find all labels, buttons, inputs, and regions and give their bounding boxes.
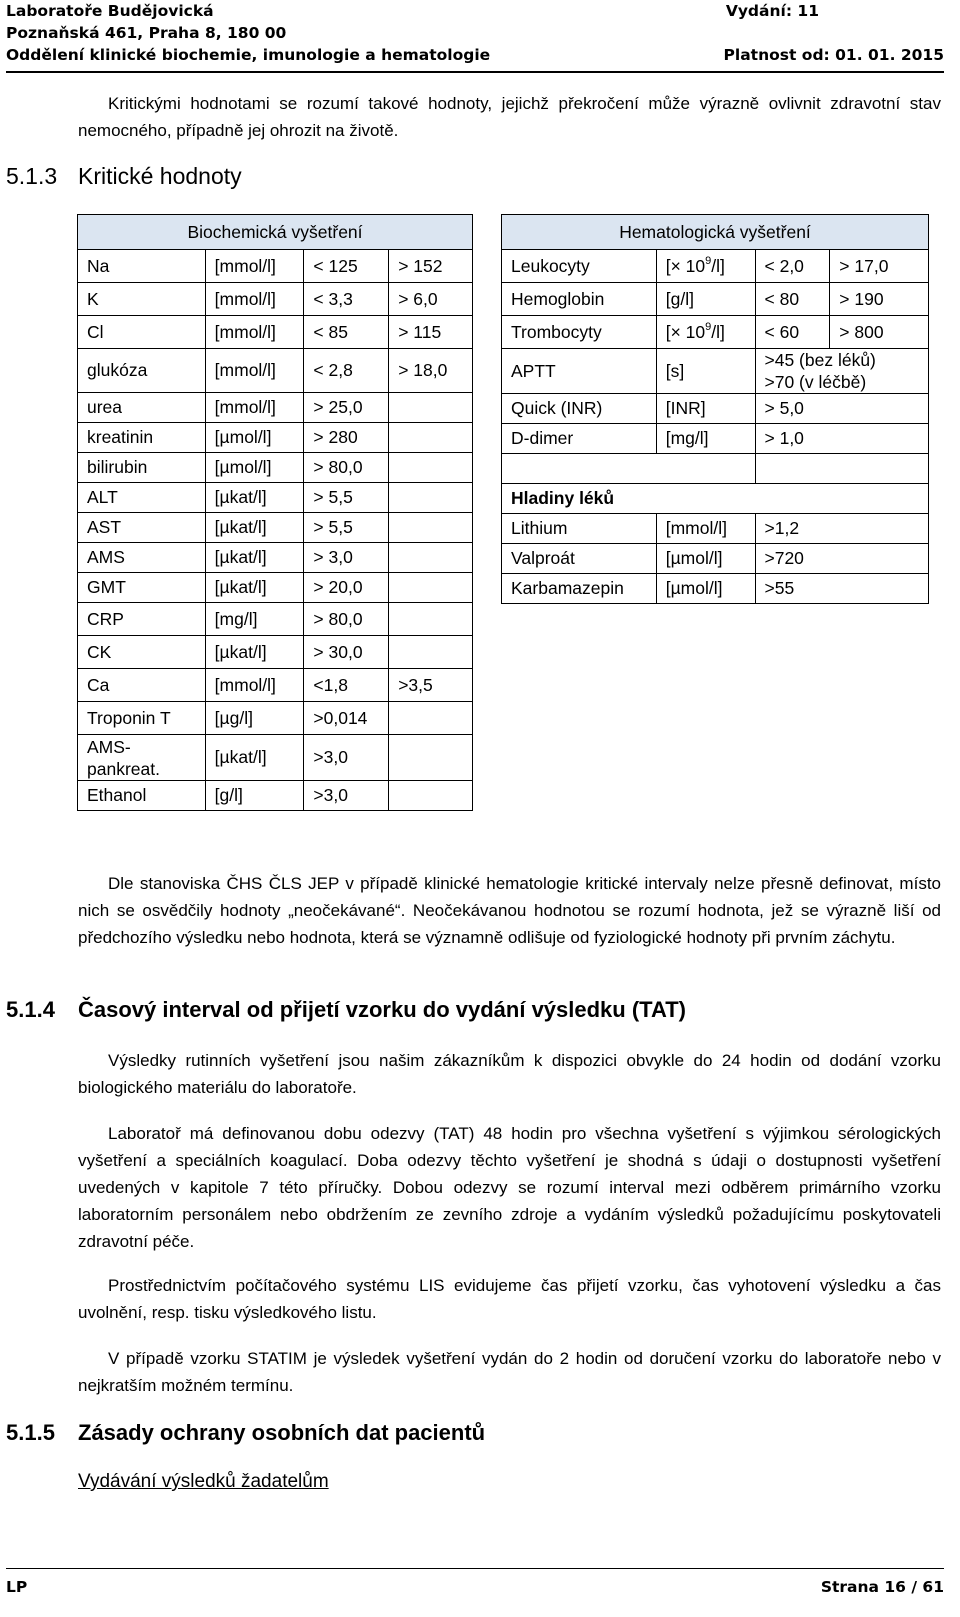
section-title: Zásady ochrany osobních dat pacientů xyxy=(78,1420,486,1445)
high-limit-cell xyxy=(389,393,473,423)
hemat-row xyxy=(502,349,929,394)
unit-cell: [mmol/l] xyxy=(205,283,304,316)
limit-cell: > 5,0 xyxy=(755,394,929,424)
hemat-row xyxy=(502,250,929,283)
unit-cell: [mmol/l] xyxy=(205,349,304,393)
footer-left: LP xyxy=(6,1578,28,1596)
unit-cell: [mg/l] xyxy=(205,603,304,636)
biochem-row xyxy=(78,781,473,811)
intro-paragraph: Kritickými hodnotami se rozumí takové hodnoty, jejichž překročení může výrazně ovlivnit zdravotní stav nemocného, případně jej ohrozit na životě. xyxy=(78,94,941,140)
low-limit-cell: > 280 xyxy=(304,423,389,453)
unit-cell: [g/l] xyxy=(656,283,755,316)
unit-cell: [µkat/l] xyxy=(205,483,304,513)
biochem-row xyxy=(78,669,473,702)
high-limit-cell xyxy=(389,603,473,636)
unit-cell: [µkat/l] xyxy=(205,573,304,603)
low-limit-cell: > 80,0 xyxy=(304,603,389,636)
section-number: 5.1.3 xyxy=(6,163,58,189)
biochem-title: Biochemická vyšetření xyxy=(78,215,473,250)
limit-cell: >1,2 xyxy=(755,514,929,544)
drugs-title: Hladiny léků xyxy=(502,484,929,514)
biochem-row xyxy=(78,250,473,283)
valid-from: Platnost od: 01. 01. 2015 xyxy=(723,46,944,64)
analyte-cell: GMT xyxy=(78,573,206,603)
analyte-cell: Ethanol xyxy=(78,781,206,811)
biochem-row xyxy=(78,513,473,543)
analyte-cell: urea xyxy=(78,393,206,423)
biochem-row xyxy=(78,636,473,669)
analyte-cell: AST xyxy=(78,513,206,543)
high-limit-cell: > 152 xyxy=(389,250,473,283)
unit-cell: [INR] xyxy=(656,394,755,424)
analyte-cell: CRP xyxy=(78,603,206,636)
page-number: Strana 16 / 61 xyxy=(820,1578,944,1596)
biochem-table xyxy=(77,214,473,811)
low-limit-cell: < 125 xyxy=(304,250,389,283)
high-limit-cell: > 115 xyxy=(389,316,473,349)
drug-row xyxy=(502,514,929,544)
unit-cell: [mg/l] xyxy=(656,424,755,454)
high-limit-cell: > 190 xyxy=(830,283,929,316)
unit-cell: [µkat/l] xyxy=(205,513,304,543)
analyte-cell: glukóza xyxy=(78,349,206,393)
low-limit-cell: < 60 xyxy=(755,316,830,349)
drug-cell: Valproát xyxy=(502,544,657,574)
lab-name: Laboratoře Budějovická xyxy=(6,2,214,20)
header-line-2 xyxy=(6,24,944,42)
empty-cell xyxy=(755,454,929,484)
department: Oddělení klinické biochemie, imunologie a hematologie xyxy=(6,46,491,64)
biochem-row xyxy=(78,702,473,735)
hemat-title: Hematologická vyšetření xyxy=(502,215,929,250)
unit-cell: [µg/l] xyxy=(205,702,304,735)
drug-row xyxy=(502,574,929,604)
high-limit-cell: > 18,0 xyxy=(389,349,473,393)
hemat-row xyxy=(502,394,929,424)
low-limit-cell: >3,0 xyxy=(304,735,389,781)
hemat-row xyxy=(502,316,929,349)
high-limit-cell: > 17,0 xyxy=(830,250,929,283)
edition: Vydání: 11 xyxy=(725,2,819,20)
hemat-spacer-row xyxy=(502,454,929,484)
tat-paragraph-4: V případě vzorku STATIM je výsledek vyšetření vydán do 2 hodin od doručení vzorku do laboratoře nebo v nejkratším možném termínu. xyxy=(78,1349,941,1395)
analyte-cell: CK xyxy=(78,636,206,669)
section-title: Časový interval od přijetí vzorku do vydání výsledku (TAT) xyxy=(78,997,686,1022)
unit-cell: [µkat/l] xyxy=(205,735,304,781)
unit-cell: [mmol/l] xyxy=(205,316,304,349)
unit-cell: [µmol/l] xyxy=(656,574,755,604)
header-rule xyxy=(6,71,944,73)
high-limit-cell xyxy=(389,423,473,453)
test-cell: Trombocyty xyxy=(502,316,657,349)
test-cell: APTT xyxy=(502,349,657,394)
unit-cell: [mmol/l] xyxy=(205,250,304,283)
tat-paragraph-2: Laboratoř má definovanou dobu odezvy (TAT) 48 hodin pro všechna vyšetření s výjimkou sérologických vyšetření a speciálních koagulací. Doba odezvy těchto vyšetření je shodná s údaji o dostupnosti vyšetření uvedených v kapitole 7 této příručky. Dobou odezvy se rozumí interval mezi odběrem primárního vzorku laboratorním personálem nebo obdržením ze zevního zdroje a vydáním výsledků požadujícímu poskytovateli zdravotní péče. xyxy=(78,1124,941,1251)
unit-cell: [µmol/l] xyxy=(205,423,304,453)
test-cell: Leukocyty xyxy=(502,250,657,283)
analyte-cell: Troponin T xyxy=(78,702,206,735)
limit-cell: >45 (bez léků) >70 (v léčbě) xyxy=(755,349,929,394)
section-5-1-4-heading xyxy=(6,997,686,1023)
analyte-cell: AMS- pankreat. xyxy=(78,735,206,781)
hemat-row xyxy=(502,424,929,454)
tat-paragraph-1: Výsledky rutinních vyšetření jsou našim zákazníkům k dispozici obvykle do 24 hodin od dodání vzorku biologického materiálu do laboratoře. xyxy=(78,1051,941,1097)
unit-cell: [× $10^9/l$] xyxy=(656,316,755,349)
test-cell: Hemoglobin xyxy=(502,283,657,316)
biochem-row xyxy=(78,483,473,513)
unit-cell: [mmol/l] xyxy=(205,393,304,423)
unit-cell: [g/l] xyxy=(205,781,304,811)
section-5-1-5-heading xyxy=(6,1420,485,1446)
unit-cell: [µkat/l] xyxy=(205,543,304,573)
unit-cell: [× $10^9/l$] xyxy=(656,250,755,283)
low-limit-cell: < 80 xyxy=(755,283,830,316)
results-issuing-link[interactable]: Vydávání výsledků žadatelům xyxy=(78,1471,329,1492)
low-limit-cell: > 3,0 xyxy=(304,543,389,573)
analyte-cell: Na xyxy=(78,250,206,283)
header-line-1 xyxy=(6,2,944,20)
tat-paragraph-3: Prostřednictvím počítačového systému LIS evidujeme čas přijetí vzorku, čas vyhotovení výsledku a čas uvolnění, resp. tisku výsledkového listu. xyxy=(78,1276,941,1322)
unit-cell: [µmol/l] xyxy=(656,544,755,574)
low-limit-cell: < 2,8 xyxy=(304,349,389,393)
low-limit-cell: < 2,0 xyxy=(755,250,830,283)
unit-cell: [mmol/l] xyxy=(205,669,304,702)
high-limit-cell xyxy=(389,781,473,811)
high-limit-cell: > 800 xyxy=(830,316,929,349)
low-limit-cell: > 5,5 xyxy=(304,483,389,513)
analyte-cell: Cl xyxy=(78,316,206,349)
biochem-row xyxy=(78,453,473,483)
test-cell: D-dimer xyxy=(502,424,657,454)
biochem-row xyxy=(78,393,473,423)
low-limit-cell: <1,8 xyxy=(304,669,389,702)
unit-cell: [µmol/l] xyxy=(205,453,304,483)
low-limit-cell: > 30,0 xyxy=(304,636,389,669)
hemat-table xyxy=(501,214,929,604)
biochem-row xyxy=(78,349,473,393)
biochem-row xyxy=(78,283,473,316)
drugs-title-row xyxy=(502,484,929,514)
footer-rule xyxy=(6,1568,944,1569)
limit-cell: >720 xyxy=(755,544,929,574)
high-limit-cell xyxy=(389,702,473,735)
biochem-row xyxy=(78,735,473,781)
drug-cell: Lithium xyxy=(502,514,657,544)
analyte-cell: ALT xyxy=(78,483,206,513)
low-limit-cell: > 80,0 xyxy=(304,453,389,483)
unit-cell: [µkat/l] xyxy=(205,636,304,669)
unit-cell: [s] xyxy=(656,349,755,394)
footer xyxy=(6,1578,944,1596)
analyte-cell: bilirubin xyxy=(78,453,206,483)
analyte-cell: AMS xyxy=(78,543,206,573)
section-number: 5.1.5 xyxy=(6,1420,55,1445)
low-limit-cell: > 5,5 xyxy=(304,513,389,543)
analyte-cell: K xyxy=(78,283,206,316)
section-title: Kritické hodnoty xyxy=(78,163,242,189)
unit-cell: [mmol/l] xyxy=(656,514,755,544)
drug-cell: Karbamazepin xyxy=(502,574,657,604)
high-limit-cell: >3,5 xyxy=(389,669,473,702)
section-5-1-3-heading xyxy=(6,163,242,190)
low-limit-cell: < 85 xyxy=(304,316,389,349)
low-limit-cell: >3,0 xyxy=(304,781,389,811)
low-limit-cell: >0,014 xyxy=(304,702,389,735)
biochem-row xyxy=(78,603,473,636)
high-limit-cell xyxy=(389,513,473,543)
high-limit-cell xyxy=(389,573,473,603)
high-limit-cell xyxy=(389,453,473,483)
drug-row xyxy=(502,544,929,574)
high-limit-cell xyxy=(389,483,473,513)
high-limit-cell xyxy=(389,543,473,573)
low-limit-cell: > 20,0 xyxy=(304,573,389,603)
high-limit-cell xyxy=(389,735,473,781)
header-line-3 xyxy=(6,46,944,64)
biochem-row xyxy=(78,423,473,453)
biochem-row xyxy=(78,316,473,349)
high-limit-cell: > 6,0 xyxy=(389,283,473,316)
low-limit-cell: > 25,0 xyxy=(304,393,389,423)
address: Poznaňská 461, Praha 8, 180 00 xyxy=(6,24,287,42)
section-number: 5.1.4 xyxy=(6,997,55,1022)
hemat-row xyxy=(502,283,929,316)
biochem-row xyxy=(78,543,473,573)
chs-paragraph: Dle stanoviska ČHS ČLS JEP v případě klinické hematologie kritické intervaly nelze přesně definovat, místo nich se osvědčily hodnoty „neočekávané“. Neočekávanou hodnotou se rozumí hodnota, jež se výrazně liší od předchozího výsledku nebo hodnota, která se významně odlišuje od fyziologické hodnoty při prvním záchytu. xyxy=(78,874,941,947)
biochem-row xyxy=(78,573,473,603)
analyte-cell: Ca xyxy=(78,669,206,702)
high-limit-cell xyxy=(389,636,473,669)
empty-cell xyxy=(502,454,756,484)
analyte-cell: kreatinin xyxy=(78,423,206,453)
test-cell: Quick (INR) xyxy=(502,394,657,424)
limit-cell: > 1,0 xyxy=(755,424,929,454)
low-limit-cell: < 3,3 xyxy=(304,283,389,316)
limit-cell: >55 xyxy=(755,574,929,604)
